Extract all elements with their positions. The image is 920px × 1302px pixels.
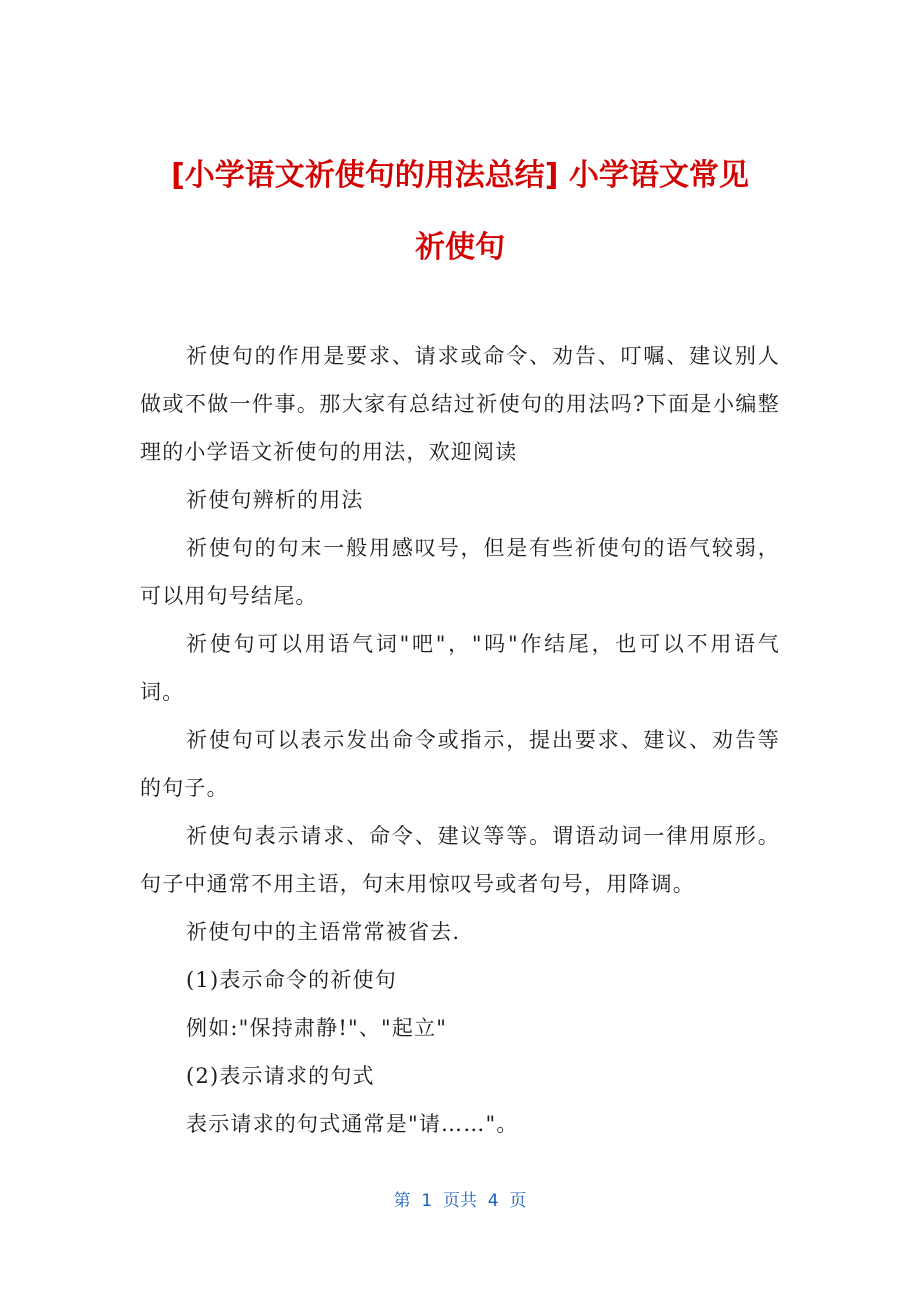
paragraph-heading: 祈使句辨析的用法 <box>186 488 364 512</box>
paragraph-intro: 祈使句的作用是要求、请求或命令、劝告、叮嘱、建议别人做或不做一件事。那大家有总结过祈使句的用法吗?下面是小编整理的小学语文祈使句的用法，欢迎阅读 <box>140 344 780 464</box>
document-title-line-1: [小学语文祈使句的用法总结] 小学语文常见 <box>171 158 749 193</box>
paragraph-subheading: (2)表示请求的句式 <box>186 1064 375 1088</box>
document-body <box>140 332 780 1148</box>
paragraph: 祈使句的句末一般用感叹号，但是有些祈使句的语气较弱，可以用句号结尾。 <box>140 536 780 608</box>
paragraph: 表示请求的句式通常是"请……"。 <box>186 1112 519 1136</box>
paragraph: 祈使句中的主语常常被省去. <box>186 920 461 944</box>
paragraph-subheading: (1)表示命令的祈使句 <box>186 968 397 992</box>
paragraph-example: 例如:"保持肃静!"、"起立" <box>186 1016 448 1040</box>
paragraph: 祈使句可以用语气词"吧"，"吗"作结尾，也可以不用语气词。 <box>140 632 780 704</box>
page-number-footer: 第 1 页共 4 页 <box>393 1191 527 1211</box>
paragraph: 祈使句表示请求、命令、建议等等。谓语动词一律用原形。句子中通常不用主语，句末用惊叹号或者句号，用降调。 <box>140 824 780 896</box>
document-title-line-2: 祈使句 <box>415 230 505 265</box>
paragraph: 祈使句可以表示发出命令或指示，提出要求、建议、劝告等的句子。 <box>140 728 780 800</box>
